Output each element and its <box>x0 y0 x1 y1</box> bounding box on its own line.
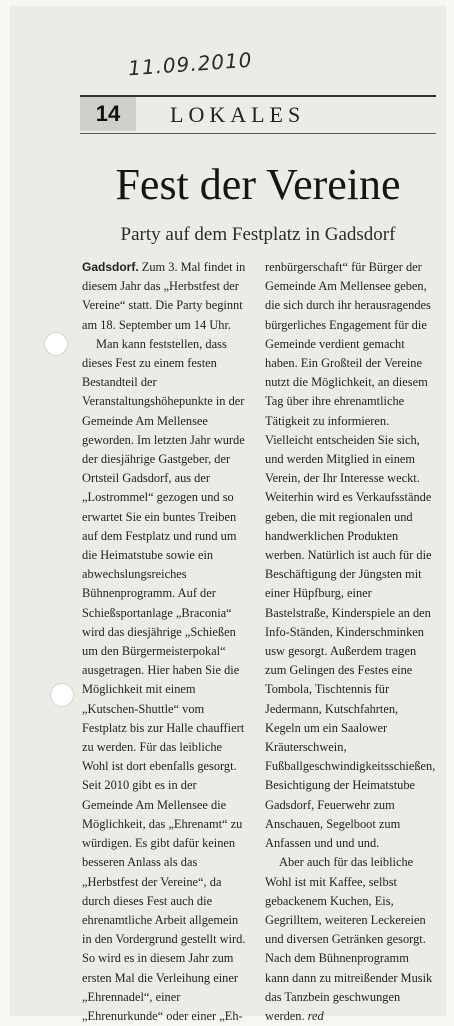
article-paragraph-2: Man kann feststellen, dass dieses Fest zu einem festen Bestandteil der Veranstaltungshöhepunkte in der Gemeinde Am Mellensee geworden. Im letzten Jahr wurde der diesjährige Gastgeber, der Ortsteil Gadsdorf, aus der „Lostrommel“ gezogen und so erwartet Sie ein buntes Treiben auf dem Festplatz und rund um die Heimatstube sowie ein abwechslungsreiches Bühnenprogramm. Auf der Schießsportanlage „Braconia“ wird das diesjährige „Schießen um den Bürgermeisterpokal“ ausgetragen. Hier haben Sie die Möglichkeit mit einem „Kutschen-Shuttle“ vom Festplatz bis zur Halle chauffiert zu werden. Für das leibliche Wohl ist dort ebenfalls gesorgt. Seit 2010 gibt es in der Gemeinde Am Mellensee die Möglichkeit, das „Ehrenamt“ zu würdigen. Es gibt dafür keinen besseren Anlass als das „Herbstfest der Vereine“, da durch dieses Fest auch die ehrenamtliche Arbeit allgemein in den Vordergrund gestellt wird. So wird es in diesem Jahr zum ersten Mal die Verleihung einer „Ehrennadel“, einer „Ehrenurkunde“ oder einer „Eh- <box>82 336 246 1023</box>
punch-hole-bottom <box>50 683 74 707</box>
handwritten-date: 11.09.2010 <box>127 47 254 81</box>
punch-hole-top <box>44 332 68 356</box>
article-author: red <box>307 1008 324 1023</box>
section-title: LOKALES <box>170 102 306 127</box>
article-paragraph-4 <box>265 853 433 1026</box>
page-number: 14 <box>80 97 136 131</box>
article-column-left <box>82 258 250 1026</box>
article-dateline: Gadsdorf. <box>82 260 139 274</box>
article-subheadline: Party auf dem Festplatz in Gadsdorf <box>120 224 396 245</box>
article-paragraph-4-text: Aber auch für das leibliche Wohl ist mit Kaffee, selbst gebackenem Kuchen, Eis, Gegrilltem, weiteren Leckereien und diversen Getränken gesorgt. Nach dem Bühnenprogramm kann dann zu mitreißender Musik das Tanzbein geschwungen werden. <box>265 855 433 1023</box>
article-headline: Fest der Vereine <box>115 160 401 209</box>
article-paragraph-1-text: Zum 3. Mal findet in diesem Jahr das „Herbstfest der Vereine“ statt. Die Party beginnt am 18. September um 14 Uhr. <box>82 260 246 332</box>
article-paragraph-1 <box>82 258 250 335</box>
article-column-right <box>265 258 436 1026</box>
article-paragraph-3: renbürgerschaft“ für Bürger der Gemeinde Am Mellensee geben, die sich durch ihr herausragendes bürgerliches Engagement für die Gemeinde verdient gemacht haben. Ein Großteil der Vereine nutzt die Möglichkeit, an diesem Tag über ihre ehrenamtliche Tätigkeit zu informieren. Vielleicht entscheiden Sie sich, und werden Mitglied in einem Verein, der Ihr Interesse weckt. Weiterhin wird es Verkaufsstände geben, die mit regionalen und handwerklichen Produkten werben. Natürlich ist auch für die Beschäftigung der Jüngsten mit einer Hüpfburg, einer Bastelstraße, Kinderspiele an den Info-Ständen, Kinderschminken usw gesorgt. Außerdem tragen zum Gelingen des Festes eine Tombola, Tischtennis für Jedermann, Kutschfahrten, Kegeln um ein Saalower Kräuterschwein, Fußballgeschwindigkeitsschießen, Besichtigung der Heimatstube Gadsdorf, Feuerwehr zum Anschauen, Segelboot zum Anfassen und und und. <box>265 260 436 851</box>
